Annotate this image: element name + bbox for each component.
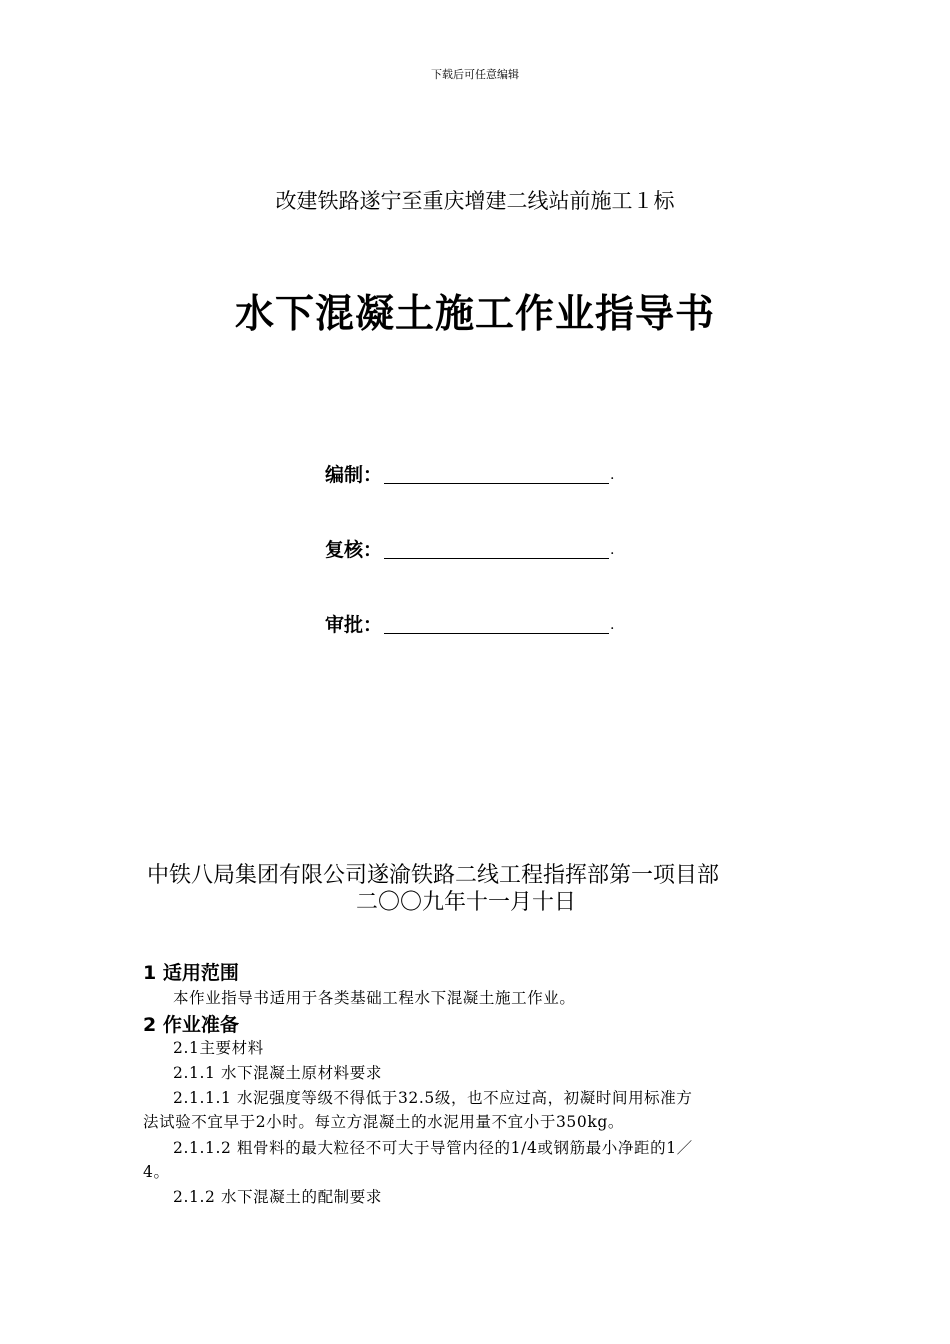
project-name: 改建铁路遂宁至重庆增建二线站前施工１标 [275,189,675,213]
organization-name: 中铁八局集团有限公司遂渝铁路二线工程指挥部第一项目部 [147,863,720,888]
body-paragraph: 本作业指导书适用于各类基础工程水下混凝土施工作业。 [173,989,576,1007]
body-paragraph: 4。 [143,1163,170,1181]
body-paragraph: 法试验不宜早于2小时。每立方混凝土的水泥用量不宜小于350kg。 [143,1113,624,1131]
signature-label: 编制： [325,464,383,486]
header-note: 下载后可任意编辑 [431,68,519,81]
signature-dot: . [610,467,615,483]
signature-label: 复核： [325,539,383,561]
signature-blank-line [384,461,609,484]
subsection-heading: 2.1.1 水下混凝土原材料要求 [173,1064,382,1082]
subsection-heading: 2.1.2 水下混凝土的配制要求 [173,1188,382,1206]
issue-date: 二〇〇九年十一月十日 [356,890,577,915]
signature-dot: . [610,617,615,633]
signature-dot: . [610,542,615,558]
signature-blank-line [384,611,609,634]
signature-row-approved [325,608,614,638]
section-heading-preparation: 2 作业准备 [143,1014,239,1036]
signature-label: 审批： [325,614,383,636]
document-title: 水下混凝土施工作业指导书 [234,292,715,337]
signature-row-compiled [325,458,614,488]
body-paragraph: 2.1.1.1 水泥强度等级不得低于32.5级，也不应过高，初凝时间用标准方 [173,1089,693,1107]
subsection-heading: 2.1主要材料 [173,1039,264,1057]
signature-blank-line [384,536,609,559]
signature-row-reviewed [325,533,614,563]
body-paragraph: 2.1.1.2 粗骨料的最大粒径不可大于导管内径的1/4或钢筋最小净距的1／ [173,1139,693,1157]
section-heading-scope: 1 适用范围 [143,962,239,984]
